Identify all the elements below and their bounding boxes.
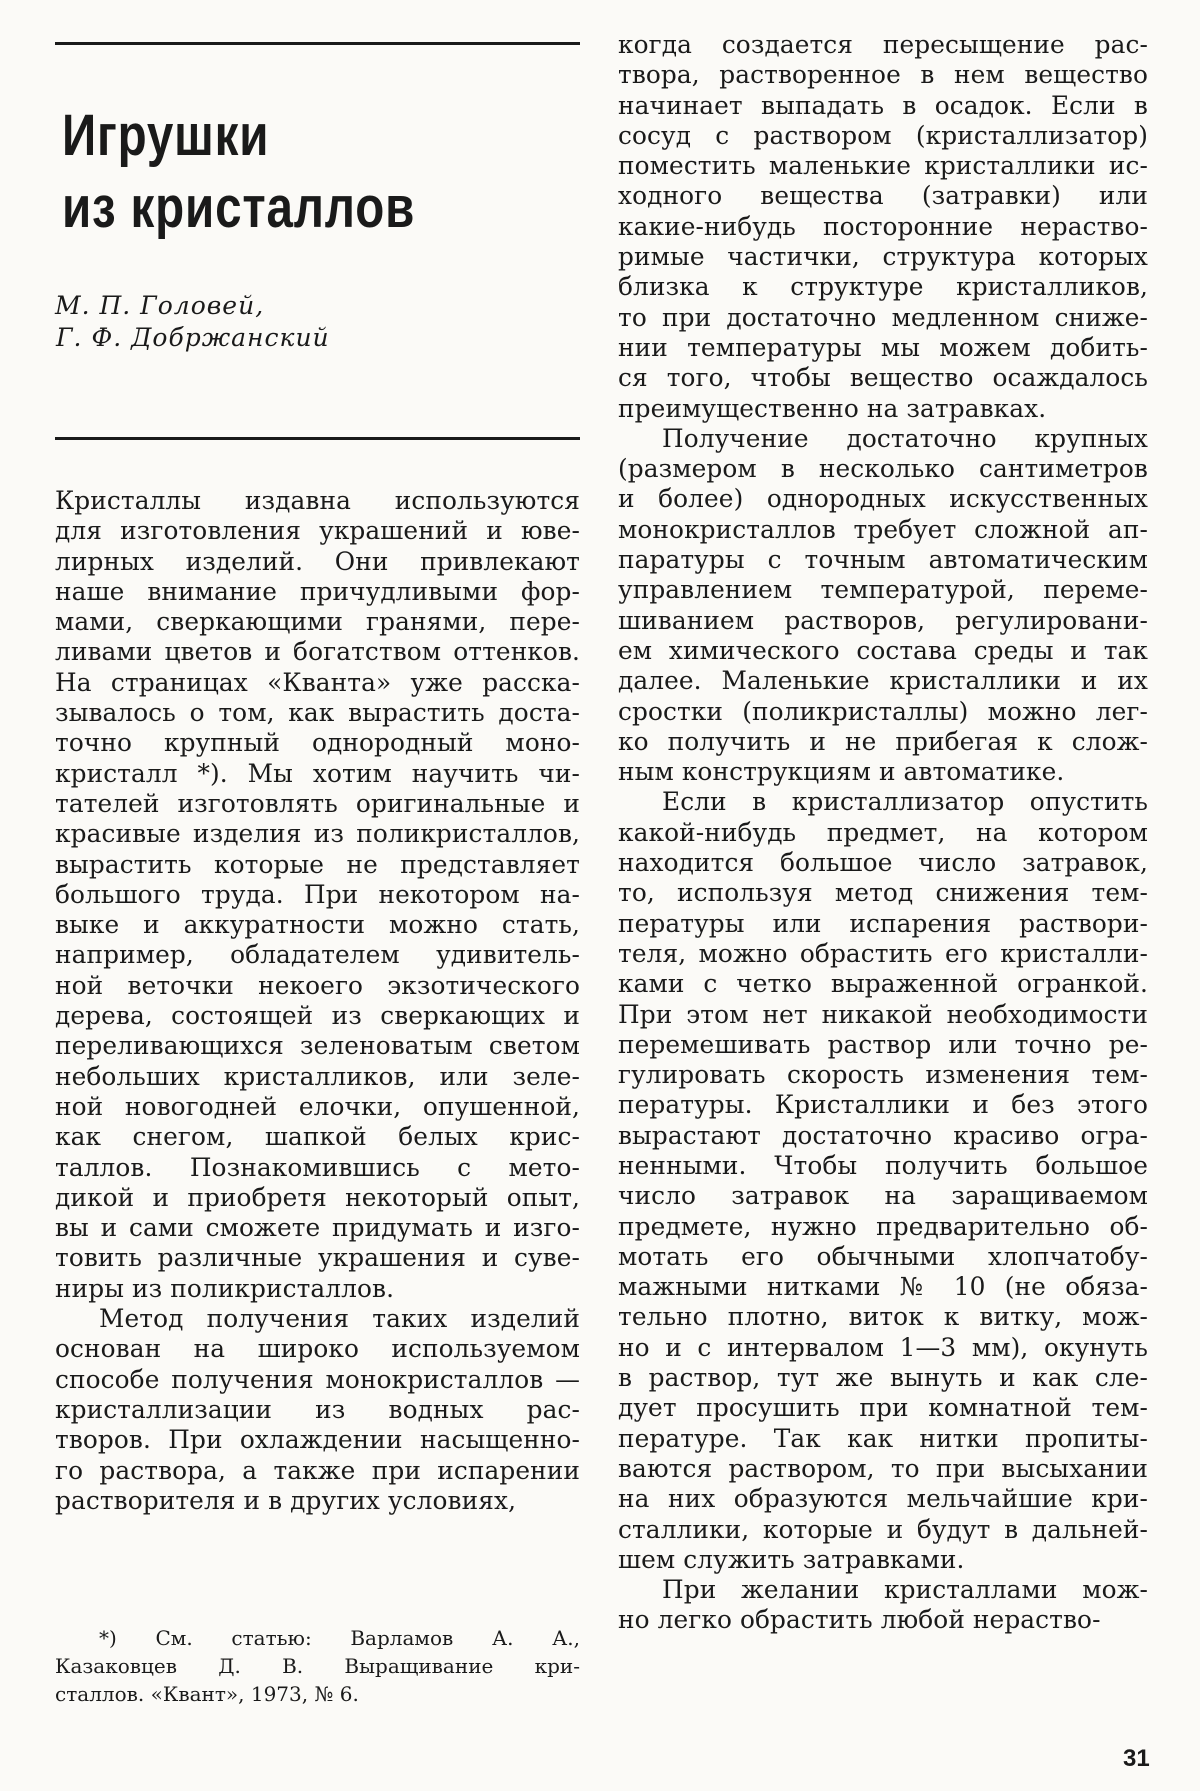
text-line: дерева, состоящей из сверкающих и — [55, 1001, 580, 1031]
text-line: какие-нибудь посторонние нераство- — [618, 211, 1148, 241]
text-line: вырастить которые не представляет — [55, 849, 580, 879]
text-line: Получение достаточно крупных — [662, 423, 1148, 453]
text-line: ем химического состава среды и так — [618, 635, 1148, 665]
text-line: паратуры с точным автоматическим — [618, 545, 1148, 575]
text-line: ненными. Чтобы получить большое — [618, 1150, 1148, 1180]
text-line: Кристаллы издавна используются — [55, 486, 580, 515]
text-line: ливами цветов и богатством оттенков. — [55, 637, 580, 667]
text-line: товить различные украшения и суве- — [55, 1243, 580, 1273]
text-line: пературы или испарения раствори- — [618, 908, 1148, 938]
text-line: Если в кристаллизатор опустить — [662, 787, 1148, 817]
text-line: то, используя метод снижения тем- — [618, 878, 1148, 908]
text-line: вырастают достаточно красиво огра- — [618, 1120, 1148, 1150]
text-line: пературы. Кристаллики и без этого — [618, 1090, 1148, 1120]
text-line: преимущественно на затравках. — [618, 393, 1047, 423]
text-line: дует просушить при комнатной тем- — [618, 1393, 1148, 1423]
text-line: ко получить и не прибегая к слож- — [618, 726, 1148, 756]
text-line: На страницах «Кванта» уже расска- — [55, 667, 580, 697]
text-line: близка к структуре кристалликов, — [618, 272, 1148, 302]
text-line: сосуд с раствором (кристаллизатор) — [618, 120, 1148, 150]
text-line: ходного вещества (затравки) или — [618, 181, 1148, 211]
divider-rule — [55, 437, 580, 440]
text-line: то при достаточно медленном сниже- — [618, 302, 1148, 332]
authors — [55, 290, 330, 354]
author-1: М. П. Головей, — [55, 291, 265, 320]
text-line: шем служить затравками. — [618, 1544, 965, 1574]
text-line: Казаковцев Д. В. Выращивание кри- — [55, 1654, 580, 1678]
text-line: далее. Маленькие кристаллики и их — [618, 666, 1148, 696]
text-line: творов. При охлаждении насыщенно- — [55, 1425, 580, 1455]
text-line: но легко обрастить любой нераство- — [618, 1605, 1101, 1635]
text-line: ниры из поликристаллов. — [55, 1273, 395, 1303]
text-line: основан на широко используемом — [55, 1334, 580, 1364]
text-line: го раствора, а также при испарении — [55, 1455, 580, 1485]
text-line: ваются раствором, то при высыхании — [618, 1453, 1148, 1483]
text-line: ным конструкциям и автоматике. — [618, 757, 1065, 787]
article-title — [62, 100, 415, 244]
page-number: 31 — [1123, 1745, 1150, 1772]
text-line: небольших кристалликов, или зеле- — [55, 1061, 580, 1091]
text-line: мажными нитками № 10 (не обяза- — [618, 1272, 1148, 1302]
text-line: римые частички, структура которых — [618, 242, 1148, 272]
text-line: но и с интервалом 1—3 мм), окунуть — [618, 1332, 1148, 1362]
top-rule — [55, 42, 580, 45]
text-line: ками с четко выраженной огранкой. — [618, 969, 1148, 999]
text-line: лирных изделий. Они привлекают — [55, 546, 580, 576]
text-line: ся того, чтобы вещество осаждалось — [618, 363, 1148, 393]
text-line: тельно плотно, виток к витку, мож- — [618, 1302, 1148, 1332]
text-line: дикой и приобретя некоторый опыт, — [55, 1182, 580, 1212]
text-line: шиванием растворов, регулировани- — [618, 605, 1148, 635]
text-line: мотать его обычными хлопчатобу- — [618, 1241, 1148, 1271]
text-line: красивые изделия из поликристаллов, — [55, 819, 580, 849]
text-line: тателей изготовлять оригинальные и — [55, 788, 580, 818]
right-column — [618, 30, 1148, 1636]
text-line: При желании кристаллами мож- — [662, 1575, 1148, 1605]
text-line: Метод получения таких изделий — [99, 1304, 580, 1334]
text-line: гулировать скорость изменения тем- — [618, 1060, 1148, 1090]
text-line: точно крупный однородный моно- — [55, 728, 580, 758]
text-line: При этом нет никакой необходимости — [618, 999, 1148, 1029]
text-line: какой-нибудь предмет, на котором — [618, 817, 1148, 847]
title-line-2: из кристаллов — [62, 175, 416, 240]
text-line: начинает выпадать в осадок. Если в — [618, 90, 1148, 120]
text-line: способе получения монокристаллов — — [55, 1364, 580, 1394]
left-column — [55, 486, 580, 1516]
text-line: наше внимание причудливыми фор- — [55, 576, 580, 606]
text-line: предмете, нужно предварительно об- — [618, 1211, 1148, 1241]
text-line: теля, можно обрастить его кристалли- — [618, 938, 1148, 968]
text-line: на них образуются мельчайшие кри- — [618, 1484, 1148, 1514]
text-line: например, обладателем удивитель- — [55, 940, 580, 970]
text-line: поместить маленькие кристаллики ис- — [618, 151, 1148, 181]
text-line: сталлов. «Квант», 1973, № 6. — [55, 1682, 359, 1706]
text-line: как снегом, шапкой белых крис- — [55, 1122, 580, 1152]
text-line: твора, растворенное в нем вещество — [618, 60, 1148, 90]
text-line: число затравок на заращиваемом — [618, 1181, 1148, 1211]
text-line: и более) однородных искусственных — [618, 484, 1148, 514]
text-line: ной веточки некоего экзотического — [55, 970, 580, 1000]
text-line: ной новогодней елочки, опушенной, — [55, 1091, 580, 1121]
text-line: кристалл *). Мы хотим научить чи- — [55, 758, 580, 788]
footnote — [55, 1624, 580, 1708]
text-line: сростки (поликристаллы) можно лег- — [618, 696, 1148, 726]
title-line-1: Игрушки — [62, 103, 270, 168]
text-line: пературе. Так как нитки пропиты- — [618, 1423, 1148, 1453]
text-line: когда создается пересыщение рас- — [618, 30, 1148, 59]
text-line: перемешивать раствор или точно ре- — [618, 1029, 1148, 1059]
text-line: нии температуры мы можем добить- — [618, 332, 1148, 362]
text-line: мами, сверкающими гранями, пере- — [55, 607, 580, 637]
text-line: переливающихся зеленоватым светом — [55, 1031, 580, 1061]
text-line: для изготовления украшений и юве- — [55, 516, 580, 546]
text-line: *) См. статью: Варламов А. А., — [99, 1626, 580, 1650]
text-line: находится большое число затравок, — [618, 848, 1148, 878]
author-2: Г. Ф. Добржанский — [56, 323, 330, 352]
text-line: таллов. Познакомившись с мето- — [55, 1152, 580, 1182]
text-line: большого труда. При некотором на- — [55, 879, 580, 909]
text-line: растворителя и в других условиях, — [55, 1485, 517, 1515]
text-line: кристаллизации из водных рас- — [55, 1394, 580, 1424]
text-line: в раствор, тут же вынуть и как сле- — [618, 1363, 1148, 1393]
text-line: управлением температурой, переме- — [618, 575, 1148, 605]
text-line: монокристаллов требует сложной ап- — [618, 514, 1148, 544]
text-line: зывалось о том, как вырастить доста- — [55, 698, 580, 728]
text-line: сталлики, которые и будут в дальней- — [618, 1514, 1148, 1544]
text-line: (размером в несколько сантиметров — [618, 454, 1148, 484]
text-line: вы и сами сможете придумать и изго- — [55, 1213, 580, 1243]
text-line: выке и аккуратности можно стать, — [55, 910, 580, 940]
